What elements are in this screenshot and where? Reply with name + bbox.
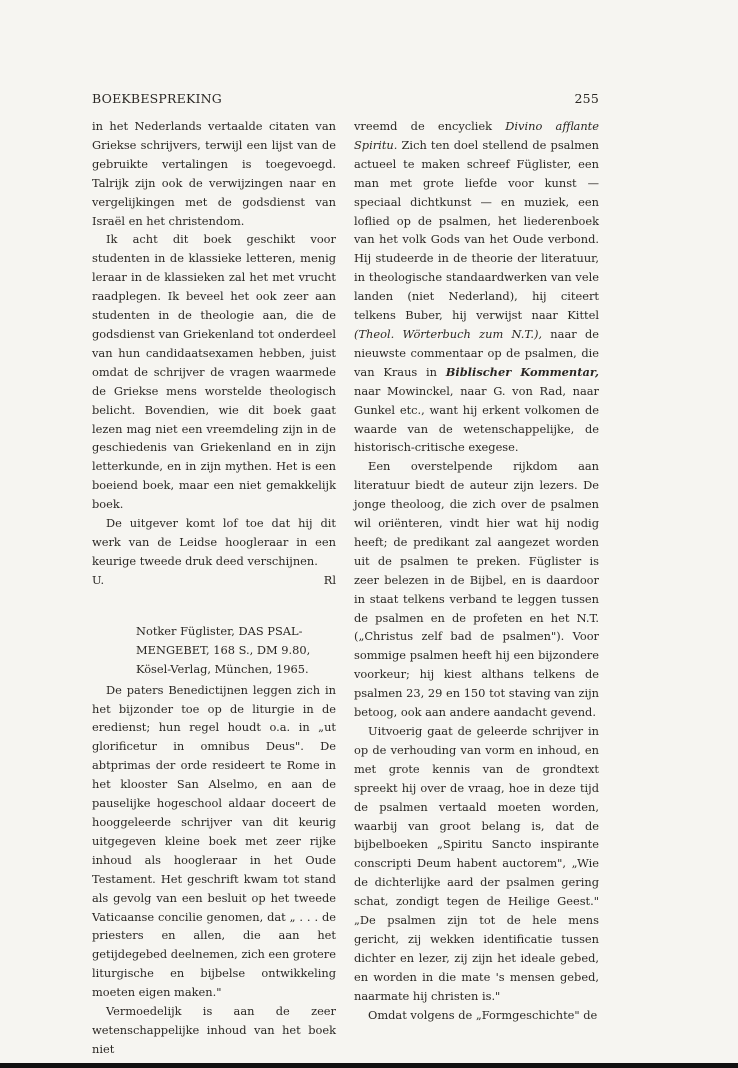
paragraph: in het Nederlands vertaalde citaten van Griekse schrijvers, terwijl een lijst van de gebruikte vertalingen is toegevoegd. Talrijk zijn ook de verwijzingen naar en vergelijkingen met de godsdienst van Israël en het christendom.	[92, 119, 336, 228]
section-title: BOEKBESPREKING	[92, 91, 222, 106]
italic-title: (Theol. Wörterbuch zum N.T.),	[354, 326, 543, 341]
review-heading-line: Notker Füglister, DAS PSAL-	[136, 623, 303, 638]
text-run: Zich ten doel stellend de psalmen actueel te maken schreef Füglister, een man met grote liefde voor kunst — speciaal dichtkunst — en muziek, een loflied op de psalmen, het liederenboek van het volk Gods van het Oude verbond. Hij studeerde in de theorie der literatuur, in theologische standaardwerken van vele landen (niet Nederland), hij citeert telkens Buber, hij verwijst naar Kittel	[354, 137, 599, 323]
reviewer-initials: Rl	[323, 572, 336, 587]
review-heading-line: Kösel-Verlag, München, 1965.	[136, 661, 309, 676]
signature-initial: U.	[92, 572, 105, 587]
right-column	[354, 117, 599, 1025]
paragraph: De paters Benedictijnen leggen zich in het bijzonder toe op de liturgie in de eredienst; hun regel houdt o.a. in „ut glorificetur in omnibus Deus". De abtprimas der orde resideert te Rome in het klooster San Alselmo, en aan de pauselijke hogeschool aldaar doceert de hooggeleerde schrijver van dit keurig uitgegeven kleine boek met zeer rijke inhoud als hoogleraar in het Oude Testament. Het geschrift kwam tot stand als gevolg van een besluit op het tweede Vaticaanse concilie genomen, dat „ . . . de priesters en allen, die aan het getijdegebed deelnemen, zich een grotere liturgische en bijbelse ontwikkeling moeten eigen maken."	[92, 682, 336, 1000]
bold-italic-title: Biblischer Kommentar,	[445, 364, 599, 379]
paragraph: Uitvoerig gaat de geleerde schrijver in op de verhouding van vorm en inhoud, en met grote kennis van de grondtext spreekt hij over de vraag, hoe in deze tijd de psalmen vertaald moeten worden, waarbij van groot belang is, dat de bijbelboeken „Spiritu Sancto inspirante conscripti Deum habent auctorem", „Wie de dichterlijke aard der psalmen gering schat, zondigt tegen de Heilige Geest." „De psalmen zijn tot de hele mens gericht, zij wekken identificatie tussen dichter en lezer, zij zijn het ideale gebed, en worden in die mate 's mensen gebed, naarmate hij christen is."	[354, 724, 599, 1003]
paragraph: Een overstelpende rijkdom aan literatuur biedt de auteur zijn lezers. De jonge theoloog, die zich over de psalmen wil oriënteren, vindt hier wat hij nodig heeft; de predikant zal aangezet worden uit de psalmen te preken. Füglister is zeer belezen in de Bijbel, en is daardoor in staat telkens verband te leggen tussen de psalmen en de profeten en het N.T. („Christus zelf bad de psalmen"). Voor sommige psalmen heeft hij een bijzondere voorkeur; hij kiest althans telkens de psalmen 23, 29 en 150 tot staving van zijn betoog, ook aan andere aandacht gevend.	[354, 459, 599, 720]
paragraph: De uitgever komt lof toe dat hij dit werk van de Leidse hoogleraar in een keurige tweede druk deed verschijnen.	[92, 516, 336, 568]
paragraph	[354, 117, 599, 457]
review-heading-line: MENGEBET, 168 S., DM 9.80,	[136, 642, 311, 657]
text-run: naar de nieuwste commentaar op de psalmen, die van Kraus in	[354, 326, 599, 379]
paragraph: Ik acht dit boek geschikt voor studenten in de klassieke letteren, menig leraar in de klassieken zal het met vrucht raadplegen. Ik beveel het ook zeer aan studenten in de theologie aan, die de godsdienst van Griekenland tot onderdeel van hun candidaatsexamen hebben, juist omdat de schrijver de vragen waarmede de Griekse mens worstelde theologisch belicht. Bovendien, wie dit boek gaat lezen mag niet een vreemdeling zijn in de geschiedenis van Griekenland en in zijn letterkunde, en in zijn mythen. Het is een boeiend boek, maar een niet gemakkelijk boek.	[92, 232, 336, 512]
text-run: naar Mowinckel, naar G. von Rad, naar Gunkel etc., want hij erkent volkomen de waarde van de wetenschappelijke, de historisch-critische exegese.	[354, 383, 599, 455]
left-column	[92, 117, 336, 1059]
scan-edge-bar	[0, 1063, 738, 1068]
paragraph: Vermoedelijk is aan de zeer wetenschappelijke inhoud van het boek niet	[92, 1004, 336, 1056]
text-run: vreemd de encycliek	[354, 119, 506, 133]
paragraph: Omdat volgens de „Formgeschichte" de	[368, 1007, 598, 1022]
page-number: 255	[574, 91, 599, 106]
review-signature	[92, 571, 336, 590]
running-head	[92, 91, 599, 109]
review-bibliographic-heading	[136, 622, 336, 679]
italic-title: Divino afflante Spiritu.	[354, 119, 599, 152]
